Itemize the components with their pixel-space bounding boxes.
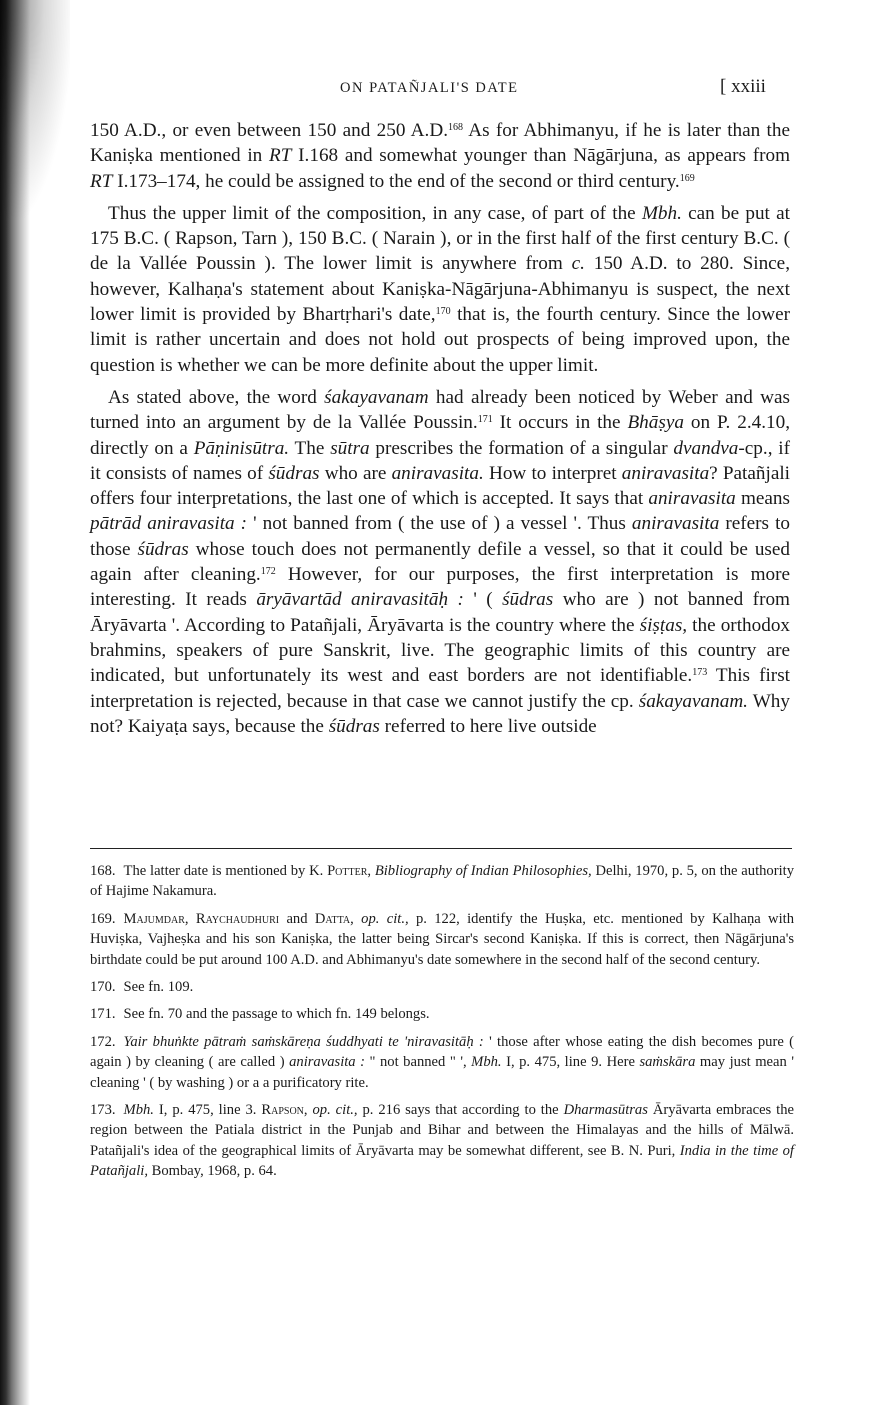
paragraph-2: Thus the upper limit of the composition, in any case, of part of the Mbh. can be put at 175 B.C. ( Rapson, Tarn ), 150 B.C. ( Narain ), or in the first half of the first century B.C. ( de la Vallée Poussin ). The lower limit is anywhere from c. 150 A.D. to 280. Since, however, Kalhaṇa's statement about Kaniṣka-Nāgārjuna-Abhimanyu is suspect, the next lower limit is provided by Bhartṛhari's date,$^{170}$ that is, the fourth century. Since the lower limit is rather uncertain and does not hold out prospects of being improved upon, the question is whether we can be more definite about the upper limit. [90, 202, 791, 376]
footnote-170: 170. See fn. 109. [90, 979, 194, 996]
footnote-divider [90, 848, 792, 849]
footnote-ref-171: 171 [477, 414, 493, 426]
footnote-171: 171. See fn. 70 and the passage to which fn. 149 belongs. [90, 1006, 430, 1023]
paragraph-1: 150 A.D., or even between 150 and 250 A.D.$^{168}$ As for Abhimanyu, if he is later than the Kaniṣka mentioned in RT I.168 and somewhat younger than Nāgārjuna, as appears from RT I.173–174, he could be assigned to the end of the second or third century.$^{169}$ [90, 120, 791, 192]
footnote-ref-168: 168 [448, 122, 463, 133]
footnotes [90, 861, 794, 1189]
footnote-ref-170: 170 [435, 306, 451, 318]
footnote-173: 173. Mbh. I, p. 475, line 3. Rapson, op. cit., p. 216 says that according to the Dharmasūtras Āryāvarta embraces the region between the Patiala district in the Punjab and Bihar and between the Himalayas and the hills of Mālwā. Patañjali's idea of the geographical limits of Āryāvarta may be somewhat different, see B. N. Puri, India in the time of Patañjali, Bombay, 1968, p. 64. [90, 1102, 794, 1180]
scan-corner-shadow [0, 0, 70, 220]
footnote-ref-169: 169 [679, 172, 695, 184]
main-text [90, 118, 790, 739]
footnote-168: 168. The latter date is mentioned by K. Potter, Bibliography of Indian Philosophies, Delhi, 1970, p. 5, on the authority of Hajime Nakamura. [90, 863, 794, 900]
footnote-ref-172: 172 [260, 566, 276, 578]
running-head: ON PATAÑJALI'S DATE [340, 80, 519, 96]
paragraph-3: As stated above, the word śakayavanam had already been noticed by Weber and was turned into an argument by de la Vallée Poussin.$^{171}$ It occurs in the Bhāṣya on P. 2.4.10, directly on a Pāṇinisūtra. The sūtra prescribes the formation of a singular dvandva-cp., if it consists of names of śūdras who are aniravasita. How to interpret aniravasita? Patañjali offers four interpretations, the last one of which is accepted. It says that aniravasita means pātrād aniravasita : ' not banned from ( the use of ) a vessel '. Thus aniravasita refers to those śūdras whose touch does not permanently defile a vessel, so that it could be used again after cleaning.$^{172}$ However, for our purposes, the first interpretation is more interesting. It reads āryāvartād aniravasitāḥ : ' ( śūdras who are ) not banned from Āryāvarta '. According to Patañjali, Āryāvarta is the country where the śiṣṭas, the orthodox brahmins, speakers of pure Sanskrit, live. The geographic limits of this country are indicated, but unfortunately its west and east borders are not identifiable.$^{173}$ This first interpretation is rejected, because in that case we cannot justify the cp. śakayavanam. Why not? Kaiyaṭa says, because the śūdras referred to here live outside [90, 386, 791, 737]
page-header [90, 76, 790, 106]
footnote-172: 172. Yair bhuṅkte pātraṁ saṁskāreṇa śuddhyati te 'niravasitāḥ : ' those after whose eating the dish becomes pure ( again ) by cleaning ( are called ) aniravasita : " not banned " ', Mbh. I, p. 475, line 9. Here saṁskāra may just mean ' cleaning ' ( by washing ) or a a purificatory rite. [90, 1033, 794, 1091]
footnote-169: 169. Majumdar, Raychaudhuri and Datta, op. cit., p. 122, identify the Huṣka, etc. mentioned by Kalhaṇa with Huviṣka, Vajheṣka and his son Kaniṣka, the latter being Sircar's second Kaniṣka. If this is correct, then Nāgārjuna's birthdate could be put around 100 A.D. and Abhimanyu's date somewhere in the second half of the second century. [90, 910, 795, 968]
page-number: [ xxiii [720, 76, 766, 97]
footnote-ref-173: 173 [692, 667, 708, 679]
